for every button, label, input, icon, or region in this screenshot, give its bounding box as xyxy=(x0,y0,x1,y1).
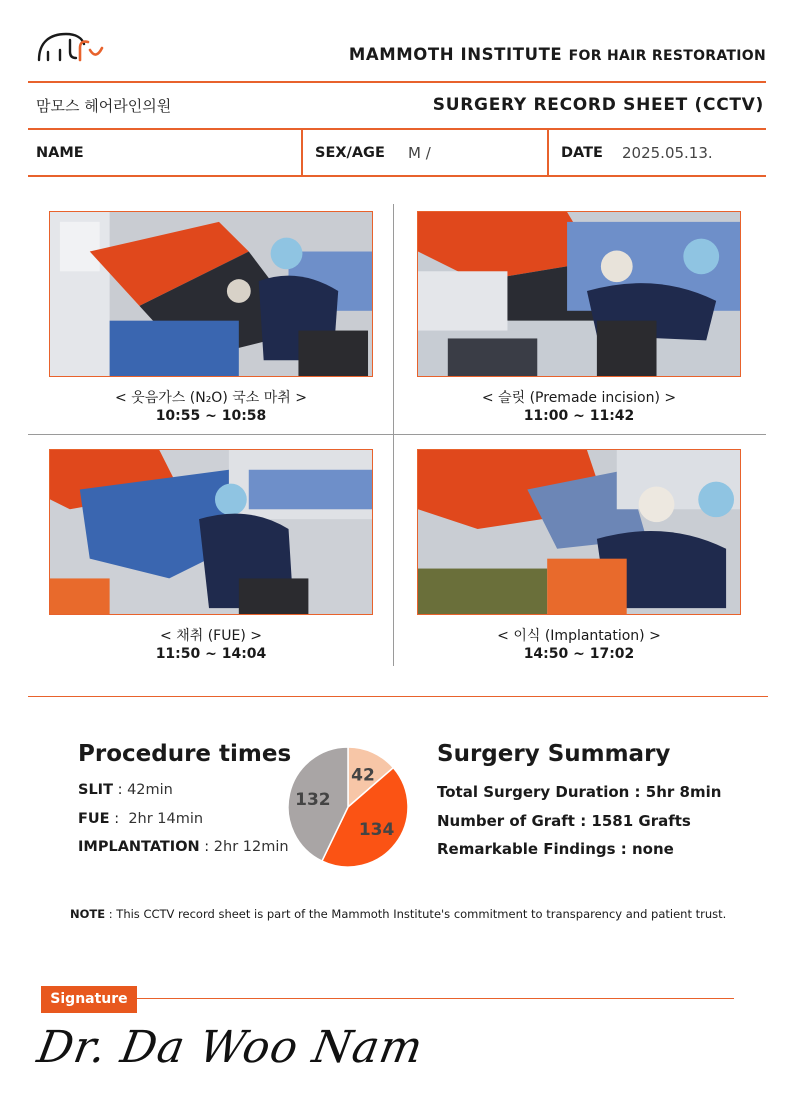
note-body: : This CCTV record sheet is part of the Mammoth Institute's commitment to transparency and patient trust. xyxy=(105,907,727,921)
date-label: DATE xyxy=(561,145,603,161)
procedure-value: 2hr 14min xyxy=(128,811,204,827)
name-label: NAME xyxy=(36,145,84,161)
section-divider xyxy=(28,696,768,697)
pie-data-label: 134 xyxy=(358,819,395,840)
brand-main: MAMMOTH INSTITUTE xyxy=(348,45,563,64)
stage-title: < 웃음가스 (N₂O) 국소 마취 > xyxy=(115,390,307,406)
stage-title: < 채취 (FUE) > xyxy=(160,628,262,644)
handwritten-signature: Dr. Da Woo Nam xyxy=(33,1022,428,1073)
procedure-times-title: Procedure times xyxy=(78,741,292,767)
procedure-item xyxy=(78,839,289,855)
stage-title: < 이식 (Implantation) > xyxy=(497,628,661,644)
procedure-item xyxy=(78,782,173,798)
procedure-sep: : xyxy=(199,839,214,855)
stage-caption xyxy=(417,625,741,662)
date-value: 2025.05.13. xyxy=(622,144,713,162)
procedure-item xyxy=(78,811,203,827)
procedure-value: 42min xyxy=(127,782,173,798)
summary-item: Remarkable Findings : none xyxy=(437,840,674,858)
procedure-value: 2hr 12min xyxy=(213,839,289,855)
summary-item: Number of Graft : 1581 Grafts xyxy=(437,812,691,830)
sex-age-value: M / xyxy=(408,144,431,162)
summary-item: Total Surgery Duration : 5hr 8min xyxy=(437,783,722,801)
procedure-sep: : xyxy=(109,811,129,827)
cctv-photo-slit xyxy=(417,211,741,377)
note-text xyxy=(70,907,726,921)
sheet-title: SURGERY RECORD SHEET (CCTV) xyxy=(432,95,764,115)
procedure-pie-chart xyxy=(286,745,410,869)
clinic-name: 맘모스 헤어라인의원 xyxy=(36,97,172,115)
stage-title: < 슬릿 (Premade incision) > xyxy=(481,390,677,406)
brand-title xyxy=(349,45,766,64)
grid-divider-horizontal xyxy=(28,434,766,435)
procedure-label: IMPLANTATION xyxy=(78,839,200,855)
field-separator xyxy=(547,130,549,176)
sex-age-label: SEX/AGE xyxy=(315,145,385,161)
cctv-photo-anesthesia xyxy=(49,211,373,377)
patient-info-row xyxy=(28,130,766,176)
procedure-sep: : xyxy=(112,782,128,798)
stage-caption xyxy=(49,625,373,662)
divider xyxy=(28,81,766,83)
procedure-label: SLIT xyxy=(78,782,113,798)
mammoth-logo-icon xyxy=(36,26,106,66)
brand-sub: FOR HAIR RESTORATION xyxy=(568,48,766,64)
cctv-photo-implantation xyxy=(417,449,741,615)
surgery-summary-title: Surgery Summary xyxy=(437,741,671,767)
grid-divider-vertical xyxy=(393,204,394,666)
stage-time: 11:50 ~ 14:04 xyxy=(155,646,267,662)
note-label: NOTE xyxy=(70,907,106,921)
stage-time: 10:55 ~ 10:58 xyxy=(155,408,267,424)
pie-data-label: 42 xyxy=(351,765,375,786)
stage-time: 11:00 ~ 11:42 xyxy=(523,408,635,424)
signature-badge: Signature xyxy=(41,986,137,1013)
field-separator xyxy=(301,130,303,176)
cctv-photo-fue xyxy=(49,449,373,615)
stage-caption xyxy=(49,387,373,424)
procedure-label: FUE xyxy=(78,811,110,827)
stage-time: 14:50 ~ 17:02 xyxy=(523,646,635,662)
signature-line xyxy=(136,998,734,999)
stage-caption xyxy=(417,387,741,424)
pie-data-label: 132 xyxy=(295,789,331,810)
divider xyxy=(28,175,766,177)
